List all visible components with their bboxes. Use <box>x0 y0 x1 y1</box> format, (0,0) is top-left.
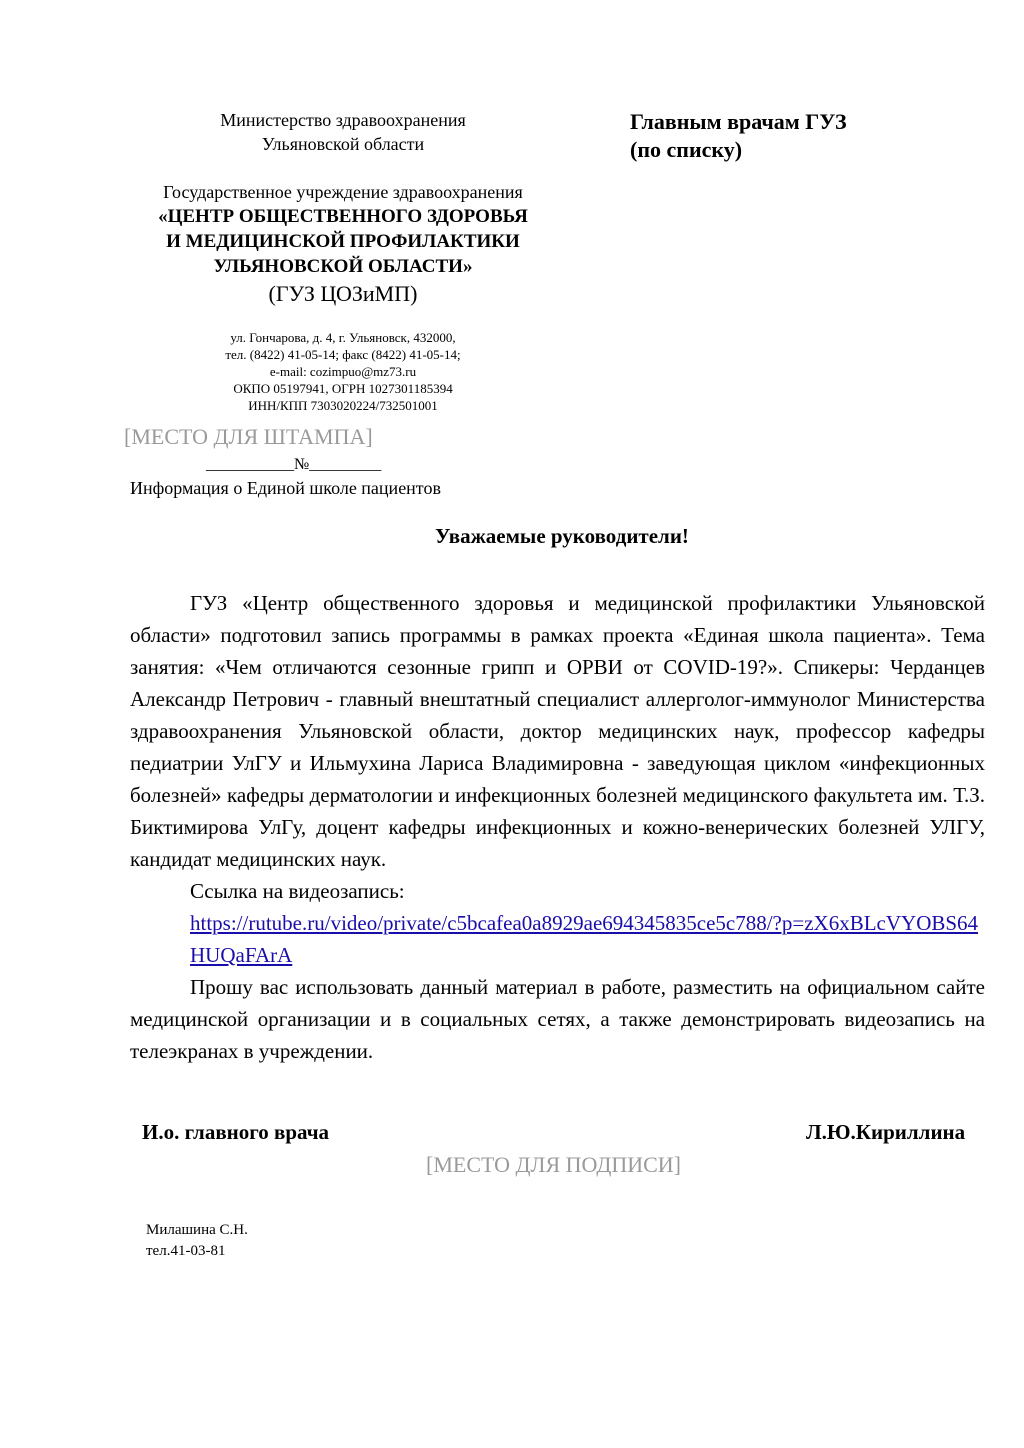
institution-abbreviation: (ГУЗ ЦОЗиМП) <box>268 281 418 306</box>
letter-body <box>130 587 985 1067</box>
institution-type: Государственное учреждение здравоохранения <box>163 182 523 202</box>
letter-subject: Информация о Единой школе пациентов <box>130 478 441 498</box>
body-paragraph-1: ГУЗ «Центр общественного здоровья и медицинской профилактики Ульяновской области» подготовил запись программы в рамках проекта «Единая школа пациента». Тема занятия: «Чем отличаются сезонные грипп и ОРВИ от COVID-19?». Спикеры: Черданцев Александр Петрович - главный внештатный специалист аллерголог-иммунолог Министерства здравоохранения Ульяновской области, доктор медицинских наук, профессор кафедры педиатрии УлГУ и Ильмухина Лариса Владимировна - заведующая циклом «инфекционных болезней» кафедры дерматологии и инфекционных болезней медицинского факультета им. Т.З. Биктимирова УлГу, доцент кафедры инфекционных и кожно-венерических болезней УЛГУ, кандидат медицинских наук. <box>130 591 985 871</box>
executor-phone: тел.41-03-81 <box>146 1243 226 1259</box>
contact-inn: ИНН/КПП 7303020224/732501001 <box>248 398 438 413</box>
signatory-name: Л.Ю.Кириллина <box>806 1120 966 1144</box>
contact-phone: тел. (8422) 41-05-14; факс (8422) 41-05-14; <box>225 347 461 362</box>
addressee-line1: Главным врачам ГУЗ <box>630 109 847 134</box>
video-link[interactable]: https://rutube.ru/video/private/c5bcafea0a8929ae694345835ce5c788/?p=zX6xBLcVYOBS64HUQaFArA <box>190 911 979 967</box>
contact-okpo: ОКПО 05197941, ОГРН 1027301185394 <box>233 381 453 396</box>
video-link-block <box>190 875 985 971</box>
stamp-placeholder: [МЕСТО ДЛЯ ШТАМПА] <box>124 424 373 449</box>
ministry-name-line1: Министерство здравоохранения <box>220 110 466 130</box>
addressee <box>630 108 847 164</box>
ministry-name-line2: Ульяновской области <box>261 134 425 154</box>
institution-name-line1: «ЦЕНТР ОБЩЕСТВЕННОГО ЗДОРОВЬЯ <box>158 206 528 227</box>
salutation <box>0 524 1024 549</box>
video-link-label: Ссылка на видеозапись: <box>190 879 405 903</box>
addressee-line2: (по списку) <box>630 137 743 162</box>
contact-address: ул. Гончарова, д. 4, г. Ульяновск, 432000, <box>230 330 456 345</box>
contact-email: e-mail: cozimpuo@mz73.ru <box>269 364 417 379</box>
institution-name-line2: И МЕДИЦИНСКОЙ ПРОФИЛАКТИКИ <box>166 231 520 252</box>
body-paragraph-2: Прошу вас использовать данный материал в работе, разместить на официальном сайте медицинской организации и в социальных сетях, а также демонстрировать видеозапись на телеэкранах в учреждении. <box>130 975 985 1063</box>
salutation-text: Уважаемые руководители! <box>435 524 689 548</box>
signatory-title: И.о. главного врача <box>142 1120 330 1144</box>
sender-header <box>128 108 558 414</box>
executor-info <box>146 1220 248 1262</box>
contact-details <box>128 329 558 414</box>
institution-name-line3: УЛЬЯНОВСКОЙ ОБЛАСТИ» <box>213 256 473 277</box>
signature-placeholder: [МЕСТО ДЛЯ ПОДПИСИ] <box>426 1152 681 1177</box>
executor-name: Милашина С.Н. <box>146 1222 248 1238</box>
registration-number-line: ___________№_________ <box>206 456 382 473</box>
